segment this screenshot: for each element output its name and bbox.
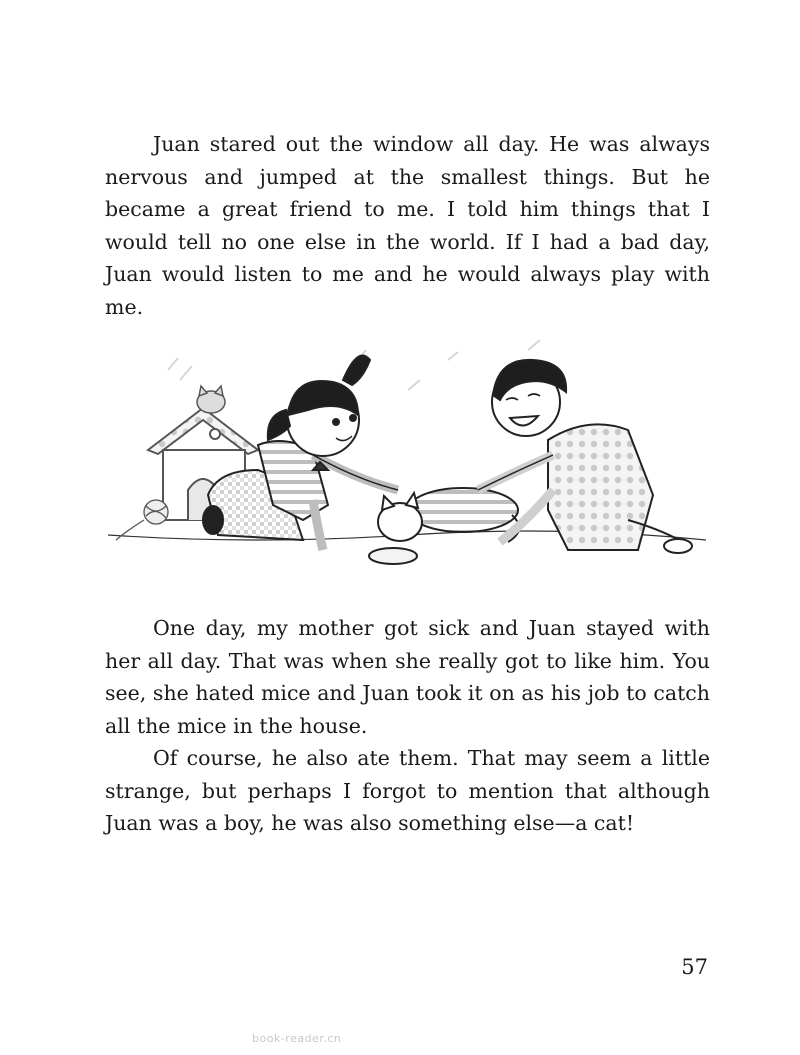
yarn-ball: [116, 500, 168, 540]
paragraph-3: Of course, he also ate them. That may seem a little strange, but perhaps I forgot to mention that although Juan was a boy, he was also something else—a cat!: [105, 746, 710, 836]
watermark: book-reader.cn: [252, 1032, 342, 1045]
page-number: 57: [681, 955, 708, 979]
cat-figure: [378, 488, 519, 542]
boy-figure: [478, 360, 692, 553]
illustration-children-feeding-cat: [108, 330, 706, 580]
food-bowl: [369, 548, 417, 564]
paragraph-1: Juan stared out the window all day. He was always nervous and jumped at the smallest things. But he became a great friend to me. I told him things that I would tell no one else in the world. If I had a bad day, Juan would listen to me and he would always play with me.: [105, 132, 710, 319]
paragraph-2: One day, my mother got sick and Juan stayed with her all day. That was when she really got to like him. You see, she hated mice and Juan took it on as his job to catch all the mice in the house.: [105, 616, 710, 738]
roof-cat-ornament: [197, 386, 225, 413]
